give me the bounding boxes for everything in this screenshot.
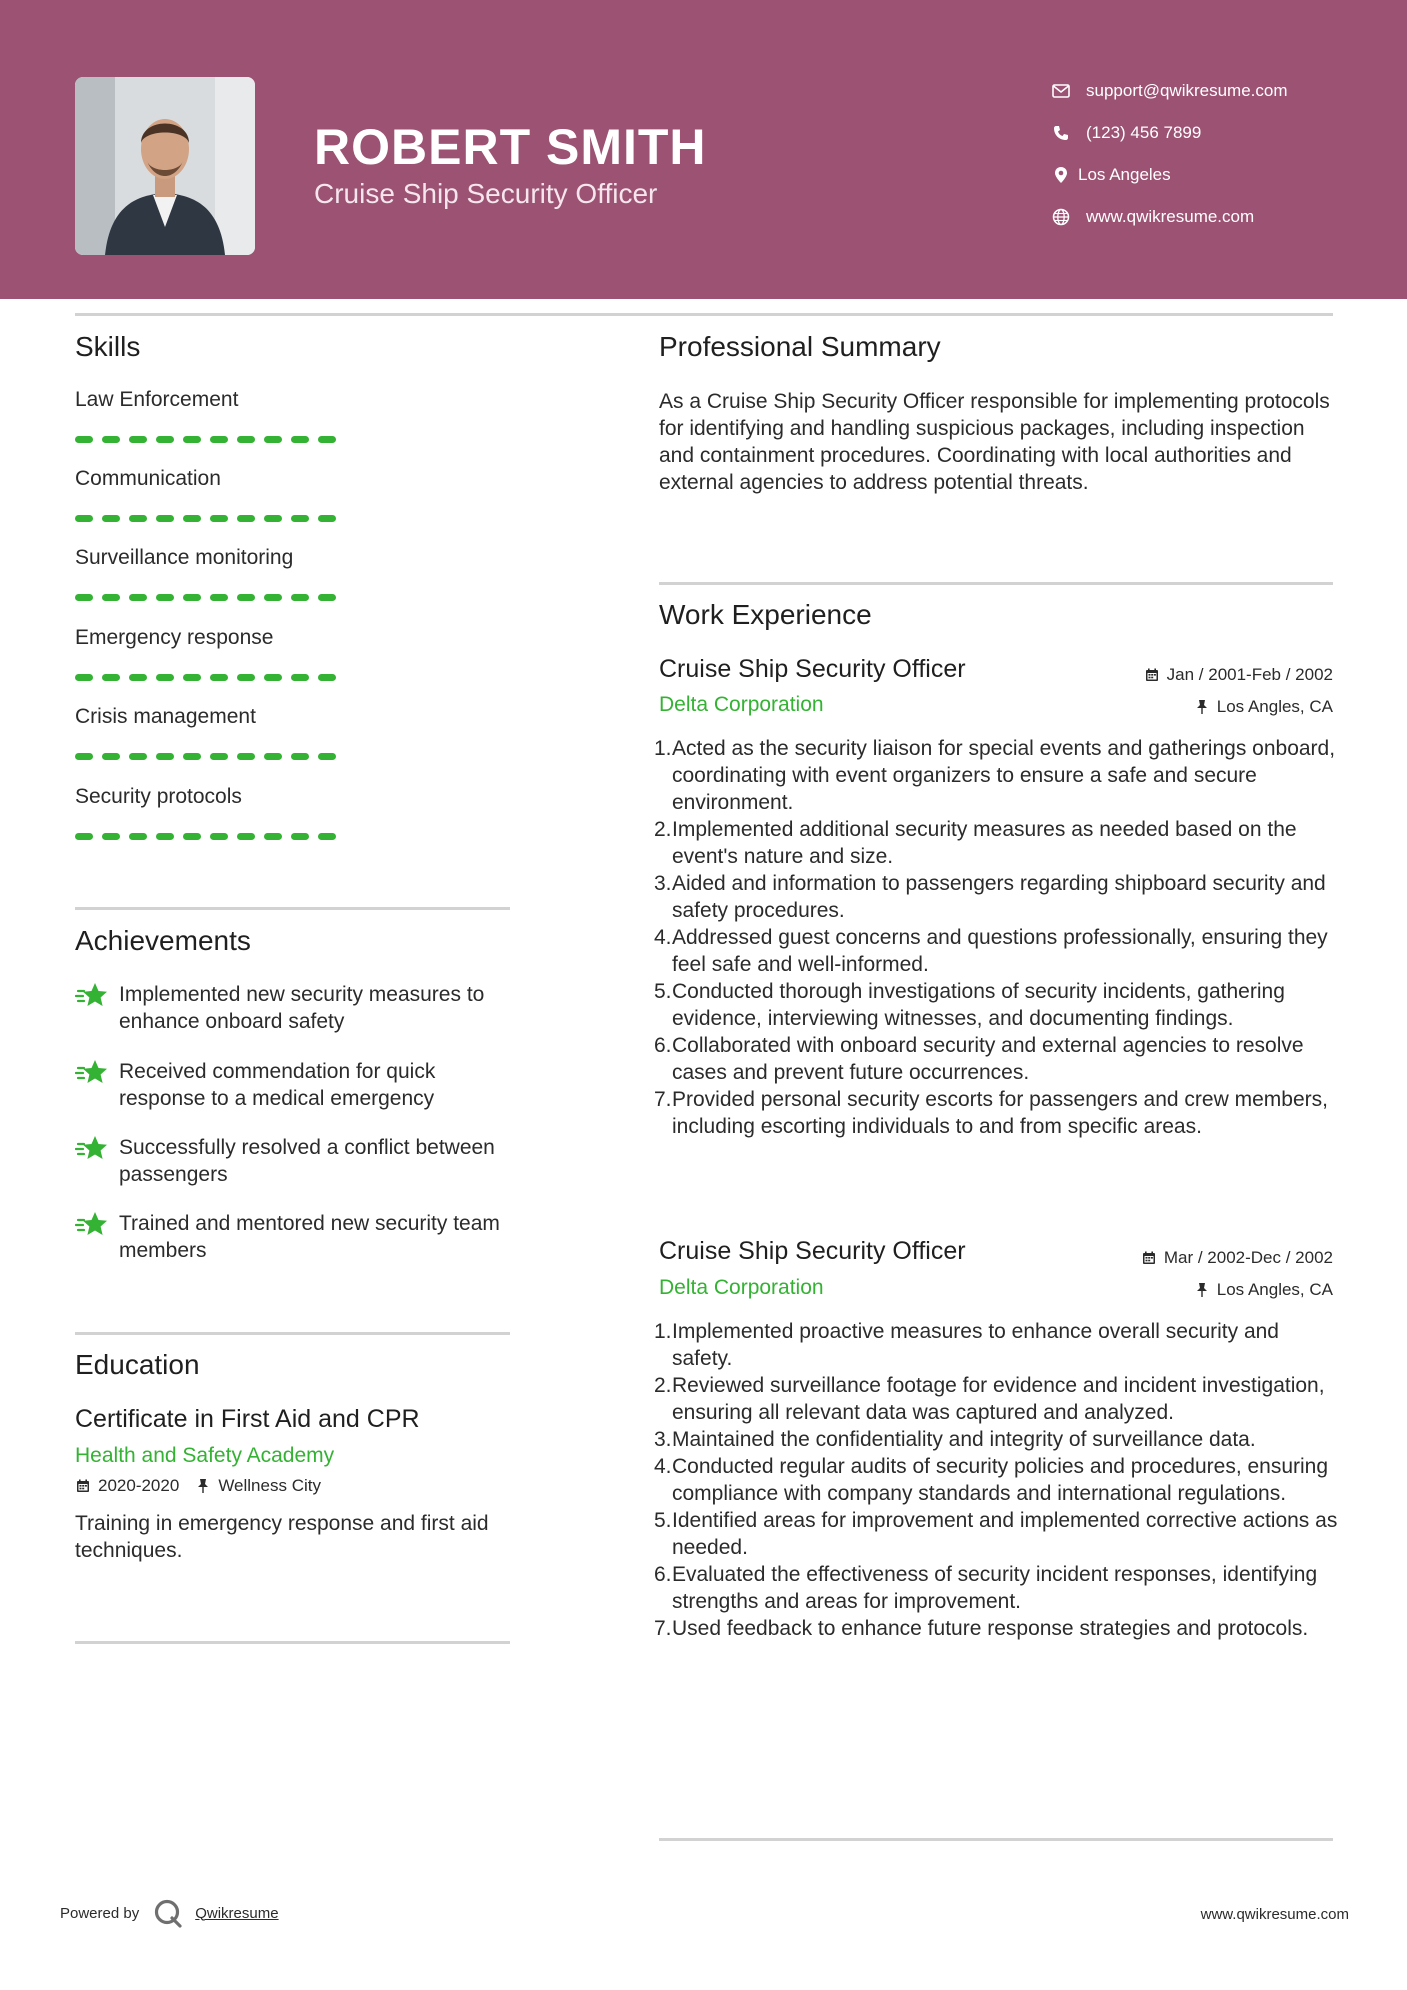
- star-badge-icon: [75, 1132, 109, 1166]
- skill-rating: [75, 833, 375, 840]
- skill-dot: [318, 515, 336, 522]
- skill-rating: [75, 594, 375, 601]
- responsibility-text: Implemented additional security measures as needed based on the event's nature and size.: [672, 818, 1297, 868]
- footer-brand-link[interactable]: Qwikresume: [195, 1904, 279, 1922]
- skill-dot: [291, 436, 309, 443]
- contact-website[interactable]: [1050, 196, 1380, 238]
- achievement-text: Implemented new security measures to enhance onboard safety: [119, 983, 485, 1033]
- job-location: [1194, 697, 1333, 717]
- list-number: 2.: [654, 1374, 672, 1397]
- skill-dot: [318, 833, 336, 840]
- skill-dot: [264, 674, 282, 681]
- list-number: 5.: [654, 1509, 672, 1532]
- responsibility-item: [654, 1086, 1339, 1140]
- skill-dot: [291, 515, 309, 522]
- responsibility-text: Aided and information to passengers regarding shipboard security and safety procedures.: [672, 872, 1326, 922]
- responsibility-text: Acted as the security liaison for special events and gatherings onboard, coordinating with event organizers to ensure a safe and secure environment.: [672, 737, 1336, 814]
- summary-heading: Professional Summary: [659, 331, 941, 362]
- skill-dot: [75, 436, 93, 443]
- skill-dot: [129, 833, 147, 840]
- skill-label: Surveillance monitoring: [75, 546, 294, 569]
- qwikresume-logo-icon: [153, 1898, 183, 1928]
- list-number: 4.: [654, 926, 672, 949]
- skill-dot: [129, 515, 147, 522]
- summary-text: As a Cruise Ship Security Officer responsible for implementing protocols for identifying and handling suspicious packages, including inspection and containment procedures. Coordinating with local authorities and external agencies to address potential threats.: [659, 390, 1330, 494]
- responsibility-text: Implemented proactive measures to enhance overall security and safety.: [672, 1320, 1279, 1370]
- skill-dot: [102, 753, 120, 760]
- achievement-item: [75, 1058, 515, 1112]
- job-dates-text: Mar / 2002-Dec / 2002: [1163, 1248, 1333, 1267]
- list-number: 6.: [654, 1034, 672, 1057]
- contact-block: [1050, 70, 1380, 238]
- skill-dot: [183, 753, 201, 760]
- skill-dot: [156, 436, 174, 443]
- responsibility-item: [654, 735, 1339, 816]
- job-location: [1194, 1280, 1333, 1300]
- skill-dot: [129, 674, 147, 681]
- contact-phone[interactable]: [1050, 112, 1380, 154]
- skill-label: Law Enforcement: [75, 388, 239, 411]
- responsibility-text: Addressed guest concerns and questions professionally, ensuring they feel safe and well-informed.: [672, 926, 1328, 976]
- job-dates: [1141, 1248, 1333, 1268]
- skill-item: [75, 388, 375, 443]
- skill-dot: [129, 436, 147, 443]
- pushpin-icon: [1194, 699, 1210, 715]
- skill-dot: [210, 594, 228, 601]
- skill-label: Communication: [75, 467, 221, 490]
- skill-dot: [291, 594, 309, 601]
- skill-dot: [210, 674, 228, 681]
- responsibility-item: [654, 1561, 1339, 1615]
- skill-item: [75, 705, 375, 760]
- responsibility-text: Identified areas for improvement and implemented corrective actions as needed.: [672, 1509, 1338, 1559]
- education-location: Wellness City: [218, 1476, 321, 1495]
- list-number: 7.: [654, 1088, 672, 1111]
- calendar-icon: [1144, 667, 1160, 683]
- skills-heading: Skills: [75, 331, 141, 362]
- job-title: Cruise Ship Security Officer: [659, 655, 966, 683]
- education-school: Health and Safety Academy: [75, 1444, 335, 1467]
- job-dates-text: Jan / 2001-Feb / 2002: [1166, 665, 1333, 684]
- skill-dot: [318, 436, 336, 443]
- list-number: 1.: [654, 1320, 672, 1343]
- skill-dot: [75, 833, 93, 840]
- skill-rating: [75, 674, 375, 681]
- star-badge-icon: [75, 979, 109, 1013]
- achievement-item: [75, 1134, 515, 1188]
- calendar-icon: [1141, 1250, 1157, 1266]
- achievement-text: Trained and mentored new security team members: [119, 1212, 500, 1262]
- experience-heading: Work Experience: [659, 599, 872, 630]
- list-number: 4.: [654, 1455, 672, 1478]
- job-company: Delta Corporation: [659, 1276, 824, 1299]
- skill-dot: [264, 833, 282, 840]
- skill-dot: [102, 436, 120, 443]
- list-number: 2.: [654, 818, 672, 841]
- footer-website-link[interactable]: www.qwikresume.com: [1200, 1906, 1349, 1923]
- responsibility-text: Used feedback to enhance future response strategies and protocols.: [672, 1617, 1309, 1640]
- star-badge-icon: [75, 1208, 109, 1242]
- skill-dot: [156, 833, 174, 840]
- achievement-item: [75, 1210, 515, 1264]
- responsibility-item: [654, 1318, 1339, 1372]
- footer-powered-by: [60, 1898, 279, 1928]
- skill-item: [75, 546, 375, 601]
- responsibility-item: [654, 1032, 1339, 1086]
- skill-label: Crisis management: [75, 705, 256, 728]
- skill-dot: [156, 674, 174, 681]
- responsibility-text: Collaborated with onboard security and external agencies to resolve cases and prevent future occurrences.: [672, 1034, 1304, 1084]
- education-degree: Certificate in First Aid and CPR: [75, 1405, 420, 1433]
- skill-dot: [129, 753, 147, 760]
- skill-dot: [183, 436, 201, 443]
- contact-location-text: Los Angeles: [1078, 165, 1171, 184]
- responsibility-item: [654, 924, 1339, 978]
- skill-dot: [156, 753, 174, 760]
- section-divider: [659, 582, 1333, 585]
- profile-photo: [75, 77, 255, 255]
- education-description: Training in emergency response and first aid techniques.: [75, 1512, 489, 1562]
- responsibility-item: [654, 1615, 1339, 1642]
- skill-dot: [75, 594, 93, 601]
- envelope-icon: [1050, 80, 1072, 102]
- skill-dot: [264, 594, 282, 601]
- skill-dot: [210, 753, 228, 760]
- job-responsibilities: [654, 735, 1339, 1140]
- skill-item: [75, 626, 375, 681]
- list-number: 5.: [654, 980, 672, 1003]
- skill-dot: [237, 594, 255, 601]
- section-divider: [75, 1332, 510, 1335]
- skill-dot: [183, 515, 201, 522]
- map-pin-icon: [1050, 164, 1072, 186]
- skill-dot: [237, 515, 255, 522]
- responsibility-item: [654, 1507, 1339, 1561]
- skill-dot: [237, 674, 255, 681]
- skill-dot: [210, 515, 228, 522]
- skill-dot: [183, 833, 201, 840]
- achievements-heading: Achievements: [75, 925, 251, 956]
- skill-dot: [237, 833, 255, 840]
- education-heading: Education: [75, 1349, 200, 1380]
- contact-website-text: www.qwikresume.com: [1086, 207, 1255, 226]
- skill-item: [75, 467, 375, 522]
- skill-dot: [291, 674, 309, 681]
- skill-rating: [75, 515, 375, 522]
- skill-dot: [264, 515, 282, 522]
- candidate-name: ROBERT SMITH: [314, 119, 707, 175]
- star-badge-icon: [75, 1056, 109, 1090]
- skill-dot: [102, 594, 120, 601]
- skill-dot: [291, 833, 309, 840]
- job-title: Cruise Ship Security Officer: [659, 1237, 966, 1265]
- skill-dot: [210, 833, 228, 840]
- globe-icon: [1050, 206, 1072, 228]
- skill-label: Emergency response: [75, 626, 274, 649]
- skill-dot: [291, 753, 309, 760]
- education-meta: [75, 1476, 321, 1496]
- section-divider: [659, 1838, 1333, 1841]
- powered-by-text: Powered by: [60, 1904, 140, 1922]
- job-location-text: Los Angles, CA: [1216, 697, 1333, 716]
- skill-rating: [75, 436, 375, 443]
- skill-dot: [210, 436, 228, 443]
- skill-dot: [156, 594, 174, 601]
- skill-label: Security protocols: [75, 785, 242, 808]
- section-divider: [75, 1641, 510, 1644]
- skill-dot: [264, 436, 282, 443]
- skill-dot: [237, 436, 255, 443]
- contact-phone-text: (123) 456 7899: [1086, 123, 1202, 142]
- achievement-text: Received commendation for quick response to a medical emergency: [119, 1060, 436, 1110]
- job-location-text: Los Angles, CA: [1216, 1280, 1333, 1299]
- skill-dot: [237, 753, 255, 760]
- responsibility-item: [654, 1453, 1339, 1507]
- responsibility-item: [654, 1426, 1339, 1453]
- top-divider: [75, 313, 1333, 316]
- list-number: 7.: [654, 1617, 672, 1640]
- job-company: Delta Corporation: [659, 693, 824, 716]
- responsibility-text: Maintained the confidentiality and integrity of surveillance data.: [672, 1428, 1256, 1451]
- skill-item: [75, 785, 375, 840]
- list-number: 1.: [654, 737, 672, 760]
- responsibility-text: Evaluated the effectiveness of security incident responses, identifying strengths and areas for improvement.: [672, 1563, 1318, 1613]
- responsibility-text: Reviewed surveillance footage for evidence and incident investigation, ensuring all relevant data was captured and analyzed.: [672, 1374, 1325, 1424]
- responsibility-item: [654, 978, 1339, 1032]
- list-number: 3.: [654, 1428, 672, 1451]
- skill-dot: [129, 594, 147, 601]
- calendar-icon: [75, 1478, 91, 1494]
- skill-dot: [102, 833, 120, 840]
- skill-dot: [102, 674, 120, 681]
- skill-dot: [75, 674, 93, 681]
- skill-dot: [102, 515, 120, 522]
- skill-dot: [318, 753, 336, 760]
- achievement-text: Successfully resolved a conflict between passengers: [119, 1136, 495, 1186]
- candidate-title: Cruise Ship Security Officer: [314, 178, 658, 209]
- skill-dot: [75, 515, 93, 522]
- contact-email[interactable]: [1050, 70, 1380, 112]
- job-dates: [1144, 665, 1333, 685]
- skill-dot: [318, 594, 336, 601]
- skill-dot: [183, 674, 201, 681]
- section-divider: [75, 907, 510, 910]
- phone-icon: [1050, 122, 1072, 144]
- responsibility-item: [654, 870, 1339, 924]
- skill-rating: [75, 753, 375, 760]
- skill-dot: [156, 515, 174, 522]
- responsibility-item: [654, 1372, 1339, 1426]
- resume-header: [0, 0, 1407, 299]
- skill-dot: [75, 753, 93, 760]
- job-responsibilities: [654, 1318, 1339, 1642]
- responsibility-text: Conducted regular audits of security policies and procedures, ensuring compliance with company standards and international regulations.: [672, 1455, 1329, 1505]
- list-number: 3.: [654, 872, 672, 895]
- pushpin-icon: [195, 1478, 211, 1494]
- list-number: 6.: [654, 1563, 672, 1586]
- skill-dot: [318, 674, 336, 681]
- contact-email-text: support@qwikresume.com: [1086, 81, 1288, 100]
- pushpin-icon: [1194, 1282, 1210, 1298]
- contact-location: [1050, 154, 1380, 196]
- skill-dot: [264, 753, 282, 760]
- responsibility-text: Provided personal security escorts for passengers and crew members, including escorting individuals to and from specific areas.: [672, 1088, 1328, 1138]
- responsibility-item: [654, 816, 1339, 870]
- achievement-item: [75, 981, 515, 1035]
- education-years: 2020-2020: [98, 1476, 180, 1495]
- responsibility-text: Conducted thorough investigations of security incidents, gathering evidence, interviewing witnesses, and documenting findings.: [672, 980, 1285, 1030]
- skill-dot: [183, 594, 201, 601]
